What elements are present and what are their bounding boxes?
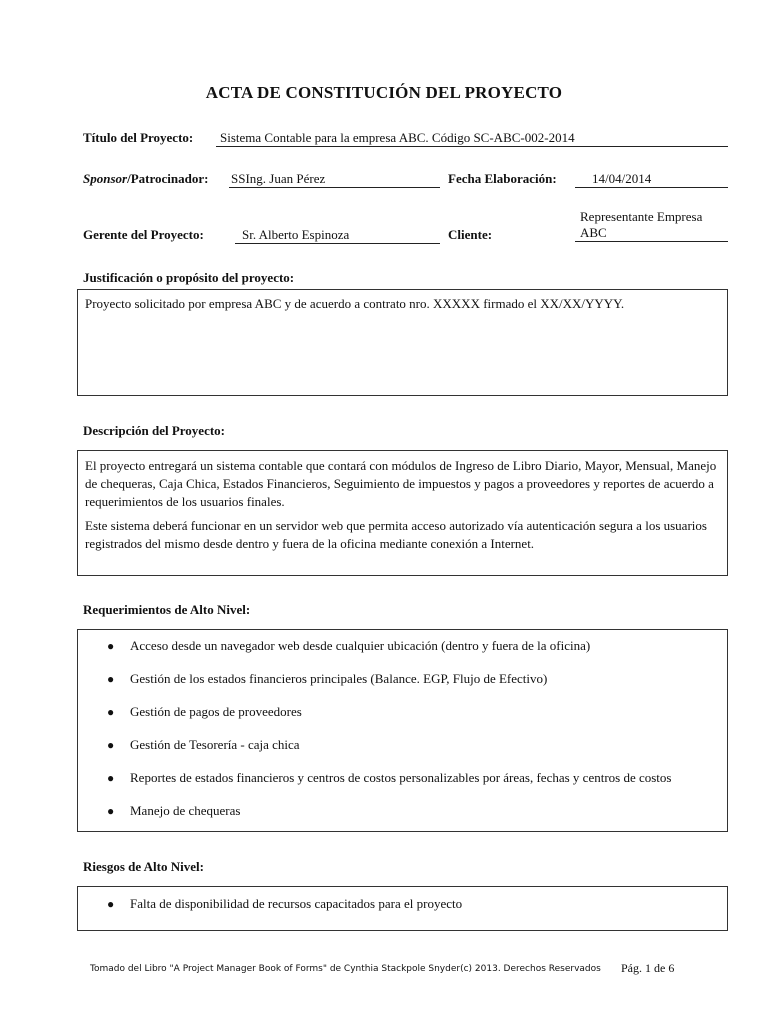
list-item-text: Gestión de pagos de proveedores (130, 704, 302, 719)
requerimientos-list (78, 637, 727, 835)
list-item-text: Falta de disponibilidad de recursos capacitados para el proyecto (130, 896, 463, 911)
list-item (78, 736, 727, 769)
riesgos-heading: Riesgos de Alto Nivel: (83, 859, 204, 874)
list-item-text: Acceso desde un navegador web desde cualquier ubicación (dentro y fuera de la oficina) (130, 638, 591, 653)
gerente-value: Sr. Alberto Espinoza (235, 227, 440, 244)
list-item (78, 769, 727, 802)
list-item (78, 670, 727, 703)
page-number: Pág. 1 de 6 (621, 961, 675, 975)
list-item (78, 637, 727, 670)
descripcion-heading: Descripción del Proyecto: (83, 423, 225, 438)
descripcion-paragraph: Este sistema deberá funcionar en un servidor web que permita acceso autorizado vía autenticación segura a los usuarios registrados del mismo desde dentro y fuera de la oficina mediante conexión a Internet. (85, 518, 707, 551)
bullet-icon: ● (107, 738, 115, 752)
list-item (78, 802, 727, 835)
bullet-icon: ● (107, 639, 115, 653)
list-item (78, 703, 727, 736)
justificacion-text: Proyecto solicitado por empresa ABC y de acuerdo a contrato nro. XXXXX firmado el XX/XX/YYYY. (85, 296, 625, 311)
bullet-icon: ● (107, 705, 115, 719)
justificacion-heading: Justificación o propósito del proyecto: (83, 270, 295, 285)
footer-source: Tomado del Libro "A Project Manager Book of Forms" de Cynthia Stackpole Snyder(c) 2013. Derechos Reservados (90, 964, 601, 974)
fecha-value: 14/04/2014 (575, 171, 728, 188)
bullet-icon: ● (107, 672, 115, 686)
sponsor-label-rest: /Patrocinador: (127, 171, 209, 186)
justificacion-box (77, 289, 728, 396)
requerimientos-heading: Requerimientos de Alto Nivel: (83, 602, 251, 617)
list-item-text: Reportes de estados financieros y centros de costos personalizables por áreas, fechas y centros de costos (130, 770, 672, 785)
requerimientos-box (77, 629, 728, 832)
cliente-label: Cliente: (448, 227, 493, 242)
sponsor-label (83, 171, 208, 187)
document-title: ACTA DE CONSTITUCIÓN DEL PROYECTO (205, 83, 563, 102)
list-item-text: Gestión de Tesorería - caja chica (130, 737, 300, 752)
bullet-icon: ● (107, 897, 115, 911)
riesgos-box (77, 886, 728, 931)
riesgos-list (78, 895, 727, 928)
fecha-label: Fecha Elaboración: (448, 171, 557, 186)
sponsor-value: SSIng. Juan Pérez (229, 171, 440, 188)
bullet-icon: ● (107, 771, 115, 785)
cliente-value: Representante Empresa ABC (575, 209, 728, 242)
list-item-text: Gestión de los estados financieros principales (Balance. EGP, Flujo de Efectivo) (130, 671, 548, 686)
titulo-label: Título del Proyecto: (83, 130, 194, 145)
list-item (78, 895, 727, 928)
titulo-value: Sistema Contable para la empresa ABC. Código SC-ABC-002-2014 (216, 130, 728, 147)
descripcion-box (77, 450, 728, 576)
descripcion-paragraph: El proyecto entregará un sistema contable que contará con módulos de Ingreso de Libro Diario, Mayor, Mensual, Manejo de chequeras, Caja Chica, Estados Financieros, Seguimiento de impuestos y pagos a proveedores y reportes de acuerdo a requerimientos de los usuarios finales. (85, 458, 717, 509)
bullet-icon: ● (107, 804, 115, 818)
gerente-label: Gerente del Proyecto: (83, 227, 204, 242)
sponsor-label-italic: Sponsor (83, 171, 128, 186)
list-item-text: Manejo de chequeras (130, 803, 241, 818)
